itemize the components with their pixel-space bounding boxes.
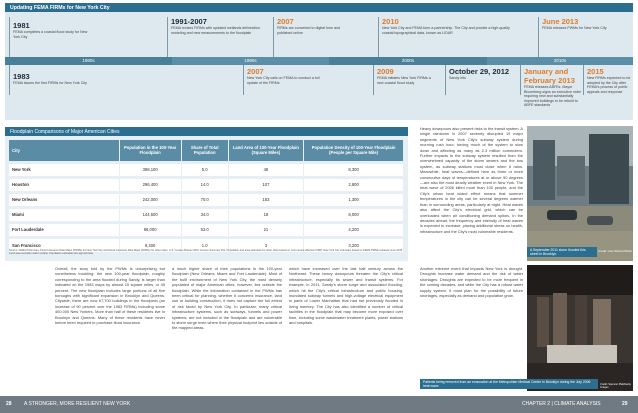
flooded-street-photo xyxy=(527,126,633,261)
event-june-2013: June 2013 FEMA releases PWMs for New York City xyxy=(542,17,607,30)
cell-share: 34.0 xyxy=(181,207,228,222)
table-title: Floodplain Comparisons of Major American Cities xyxy=(5,127,408,136)
col-share: Share of Total Population xyxy=(181,140,228,162)
table-row xyxy=(9,177,404,192)
band-2010s: 2010s xyxy=(487,57,633,65)
table-row xyxy=(9,192,404,207)
cell-share: 1.0 xyxy=(181,237,228,252)
cell-density: 1,300 xyxy=(304,192,404,207)
event-1991-2007: 1991-2007 FEMA revises FIRMs with updated wetlands delineation modeling and new measurements to the floodplain xyxy=(171,17,260,35)
table-row xyxy=(9,162,404,177)
event-sandy: October 29, 2012 Sandy hits xyxy=(449,67,510,80)
event-1983: 1983 FEMA issues the first FIRMs for New York City xyxy=(13,72,87,85)
floodplain-table-box xyxy=(5,127,408,261)
cell-density: 3,200 xyxy=(304,237,404,252)
floodplain-table xyxy=(9,140,404,252)
cell-density: 8,300 xyxy=(304,162,404,177)
cell-pop: 9,400 xyxy=(119,237,181,252)
col-population: Population in the 100-Year Floodplain xyxy=(119,140,181,162)
photo-credit-1: Credit: Ivan Nikolov/Flickr xyxy=(598,249,633,253)
cell-pop: 88,000 xyxy=(119,222,181,237)
photo-credit-2: Credit: Spencer Platt/Getty Images xyxy=(600,383,631,389)
cell-share: 14.0 xyxy=(181,177,228,192)
right-footer-title: CHAPTER 2 | CLIMATE ANALYSIS xyxy=(522,401,601,407)
cell-pop: 398,100 xyxy=(119,162,181,177)
cell-city: Miami xyxy=(9,207,119,222)
cell-density: 4,200 xyxy=(304,222,404,237)
event-jan-feb-2013: January and February 2013 FEMA releases ABFEs. Mayor Bloomberg signs an executive order requiring new and substantially improved buildings to be rebuilt to ABFE standards xyxy=(524,67,582,107)
band-1980s: 1980s xyxy=(5,57,172,65)
cell-city: New York xyxy=(9,162,119,177)
cell-pop: 242,000 xyxy=(119,192,181,207)
hospital-evacuation-photo xyxy=(527,265,633,391)
timeline xyxy=(5,12,633,120)
cell-pop: 144,500 xyxy=(119,207,181,222)
event-2007-update: 2007 New York City calls on FEMA to conduct a full update of the FIRMs xyxy=(247,67,320,85)
body-column-1: Overall, the story told by the PWMs is unsurprising but nonetheless troubling: the new 100-year floodplain, roughly corresponding to the area flooded during Sandy, is larger than indicated on the 1983 maps by almost 15 square miles, or 45 percent. The new floodplain includes large portions of all five boroughs with significant expansion in Brooklyn and Queens. Citywide, there are now 67,700 buildings in the floodplain (an increase of 90 percent over the 1983 FIRMs) including some 400,000 New Yorkers. More than half of these residents live in Brooklyn and Queens. Many of these residents have never before been required to purchase flood insurance. xyxy=(55,266,165,326)
col-land-area: Land Area of 100-Year Floodplain (Square Miles) xyxy=(228,140,304,162)
body-column-4: Heavy downpours also present risks to the transit system. A single rainstorm in 2007 severely disrupted 19 major segments of New York City's subway system during morning rush hour, forcing much of the system to slow down and affecting as many as 2.3 million commuters. Further impacts to the subway system resulted from the overwhelmed capacity of the storm sewers and the bus system, as subway stations must close when it rains. Meanwhile, heat waves—defined here as three or more consecutive days of temperatures at or above 90 degrees—are also the most deadly weather event in New York. The heat wave of 2006 killed more than 100 people, and the City's urban heat island effect means that summer temperatures in the city can be several degrees warmer than in surrounding areas, particularly at night. Heat waves also affect the City's electrical grid, which can be overloaded when air conditioning demand spikes. In the decades ahead, the frequency and intensity of heat waves is expected to increase, placing additional stress on health, infrastructure and the City's most vulnerable residents. xyxy=(420,126,523,234)
body-column-2: a much higher share of their populations in the 100-year floodplain (New Orleans, Miami and Fort Lauderdale). Most of the built environment of New York City, the most densely populated of major American cities, however, lies outside the floodplain. While the information contained in the PWMs has been critical for planning, whether it concerns insurance, land use or building construction, it does not capture the full extent of risk faced by New York City. In particular, many critical infrastructure systems, such as subways, tunnels and power systems, are not included in the floodplain and are vulnerable to storm surge even where their physical footprint lies outside of the mapped areas. xyxy=(172,266,282,331)
cell-land: 107 xyxy=(228,177,304,192)
cell-city: Fort Lauderdale xyxy=(9,222,119,237)
table-row xyxy=(9,222,404,237)
timeline-title: Updating FEMA FIRMs for New York City xyxy=(5,3,633,12)
cell-share: 5.0 xyxy=(181,162,228,177)
band-1990s: 1990s xyxy=(172,57,329,65)
left-footer-title: A STRONGER, MORE RESILIENT NEW YORK xyxy=(24,401,131,407)
col-density: Population Density of 100-Year Floodplain (People per Square Mile) xyxy=(304,140,404,162)
cell-city: Houston xyxy=(9,177,119,192)
cell-share: 70.0 xyxy=(181,192,228,207)
cell-density: 8,000 xyxy=(304,207,404,222)
cell-land: 183 xyxy=(228,192,304,207)
cell-density: 2,800 xyxy=(304,177,404,192)
cell-share: 53.0 xyxy=(181,222,228,237)
cell-land: 48 xyxy=(228,162,304,177)
cell-land: 21 xyxy=(228,222,304,237)
right-page-number: 29 xyxy=(622,401,628,407)
table-row xyxy=(9,207,404,222)
cell-city: New Orleans xyxy=(9,192,119,207)
cell-city: San Francisco xyxy=(9,237,119,252)
event-2007-digital: 2007 FIRMs are converted to digital form and published online xyxy=(277,17,341,35)
page-footer xyxy=(0,396,638,413)
body-column-4b: Another extreme event that impacts New York is drought. Droughts increase water demand and the risk of water shortages. Droughts are expected to be more frequent in the coming decades, and while the City has a robust water supply system, it must plan for the possibility of future shortages, especially as demand and population grow. xyxy=(420,266,523,299)
cell-land: 3 xyxy=(228,237,304,252)
band-2000s: 2000s xyxy=(329,57,487,65)
left-page-number: 28 xyxy=(6,401,12,407)
cell-pop: 296,400 xyxy=(119,177,181,192)
event-2010: 2010 New York City and FEMA form a partnership. The City and provide a high-quality coastal topographical data, known as LIDAR xyxy=(382,17,510,35)
event-2009: 2009 FEMA initiates New York FIRMs a new coastal flood study xyxy=(377,67,431,85)
col-city: City xyxy=(9,140,119,162)
event-2015: 2015 New FIRMs expected to be adopted by the City after FEMA's process of public appeals and response xyxy=(587,67,631,94)
cell-land: 18 xyxy=(228,207,304,222)
event-1981: 1981 FEMA completes a coastal flood study for New York City xyxy=(13,21,88,39)
photo-caption-2: Patients being removed from an evacuation at the Metropolitan Medical Center in Brooklyn during the July 2006 heat wave. xyxy=(420,379,598,389)
body-column-3: which have increased over the last half century across the Northeast. These heavy downpours threaten the City's critical infrastructure, especially its sewer and transit systems. For example, in 2011, Sandy's storm surge and associated flooding, which hit the City's critical infrastructure and public housing, inundated subway tunnels and high-voltage electrical equipment in parts of Lower Manhattan that had not previously flooded in living memory. The City has also identified a number of critical facilities in the floodplain that may become more exposed over time, including some wastewater treatment plants, power stations and hospitals. xyxy=(289,266,403,326)
photo-caption-1: A September 2011 storm flooded this street in Brooklyn. xyxy=(527,247,597,257)
table-source: Source: FEMA Preliminary Flood Insurance Rate Maps (PWMs) for New York City and Flood Insurance Rate Maps (FIRMs) for other cities; U.S. Census Bureau 2010 Census Summary File. Population and area estimates for other cities based on most recent effective FIRM; New York City estimates based on FEMA PWMs released June 2013. Land area excludes water surface. Population estimates are approximate. xyxy=(9,249,403,256)
